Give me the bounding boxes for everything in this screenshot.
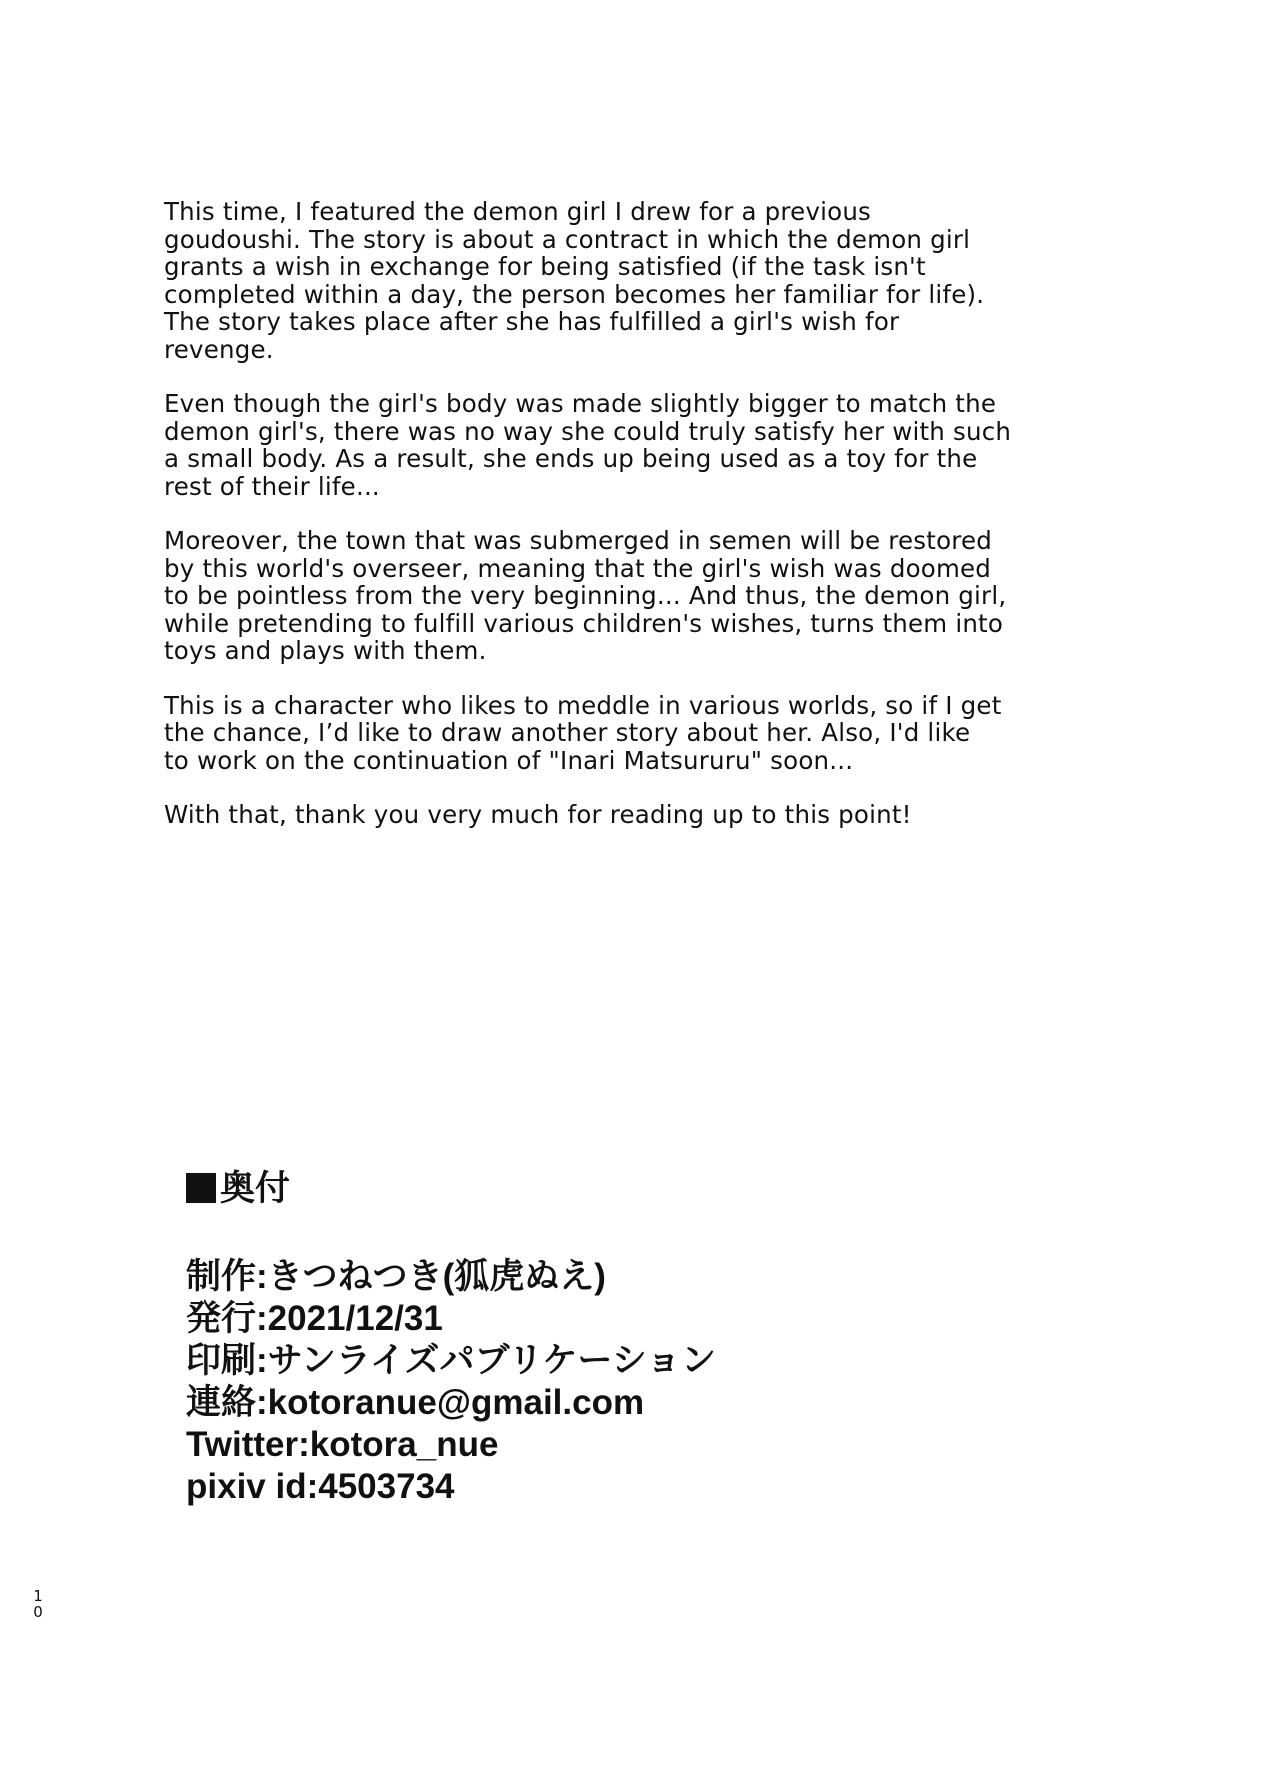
- colophon-heading-text: 奥付: [220, 1169, 291, 1208]
- colophon-publish-date: 発行:2021/12/31: [186, 1299, 443, 1338]
- colophon: [186, 1168, 716, 1508]
- colophon-author: 制作:きつねつき(狐虎ぬえ): [186, 1257, 606, 1296]
- colophon-printer: 印刷:サンライズパブリケーション: [186, 1341, 717, 1380]
- afterword-paragraph: This time, I featured the demon girl I drew for a previous goudoushi. The story is about a contract in which the demon girl grants a wish in exchange for being satisfied (if the task isn't completed within a day, the person becomes her familiar for life). The story takes place after she has fulfilled a girl's wish for revenge.: [164, 197, 985, 364]
- afterword-paragraph: Even though the girl's body was made slightly bigger to match the demon girl's, there was no way she could truly satisfy her with such a small body. As a result, she ends up being used as a toy for the rest of their life...: [164, 389, 1012, 501]
- colophon-pixiv: pixiv id:4503734: [186, 1467, 455, 1506]
- colophon-heading: [186, 1168, 716, 1210]
- afterword-paragraph: Moreover, the town that was submerged in semen will be restored by this world's overseer, meaning that the girl's wish was doomed to be pointless from the very beginning... And thus, the demon girl, while pretending to fulfill various children's wishes, turns them into toys and plays with them.: [164, 526, 1007, 665]
- colophon-contact-email: 連絡:kotoranue@gmail.com: [186, 1383, 645, 1422]
- black-square-icon: [186, 1173, 216, 1203]
- afterword-paragraph: With that, thank you very much for reading up to this point!: [164, 800, 912, 829]
- page-number: 10: [33, 1587, 43, 1621]
- colophon-twitter: Twitter:kotora_nue: [186, 1425, 499, 1464]
- afterword-text: [164, 198, 1124, 856]
- afterword-paragraph: This is a character who likes to meddle in various worlds, so if I get the chance, I’d like to draw another story about her. Also, I'd like to work on the continuation of "Inari Matsururu" soon...: [164, 690, 1002, 775]
